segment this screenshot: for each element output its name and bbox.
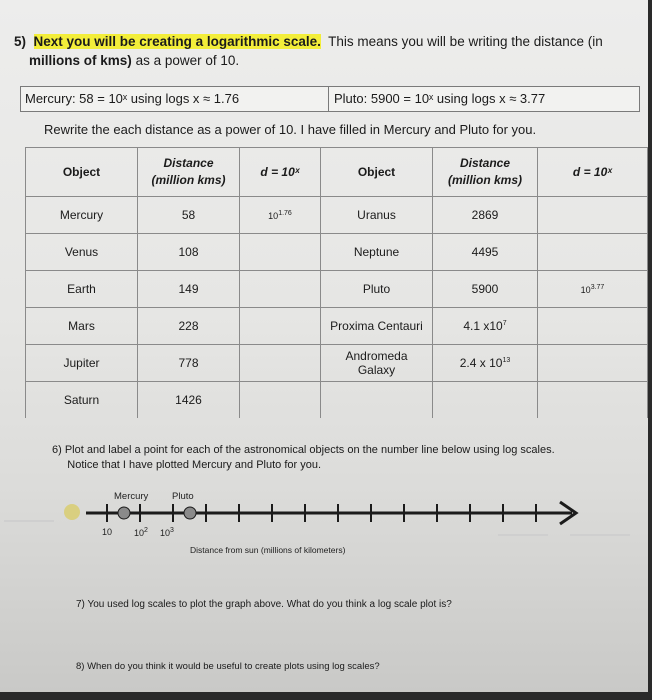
question-6 <box>52 443 612 473</box>
header-object-2: Object <box>321 148 433 197</box>
question-5-bold: millions of kms) <box>29 53 132 68</box>
cell-object: Mars <box>26 308 138 345</box>
cell-power-2[interactable] <box>538 197 648 234</box>
question-5 <box>14 32 614 70</box>
cell-object: Earth <box>26 271 138 308</box>
question-7: 7) You used log scales to plot the graph above. What do you think a log scale plot is? <box>76 599 452 610</box>
cell-power[interactable] <box>240 308 321 345</box>
question-5-number: 5) <box>14 34 27 49</box>
ghost-dash <box>570 534 630 536</box>
cell-distance-2: 4.1 $x10^7$ <box>433 308 538 345</box>
example-pluto: Pluto: 5900 = 10ˣ using logs x ≈ 3.77 <box>334 91 546 106</box>
cell-power[interactable] <box>240 271 321 308</box>
ghost-dash <box>4 520 54 522</box>
cell-object-2: Neptune <box>321 234 433 271</box>
cell-object-2: Uranus <box>321 197 433 234</box>
table-row <box>26 308 648 345</box>
point-mercury[interactable] <box>118 507 130 519</box>
table-row <box>26 271 648 308</box>
cell-distance-2: 2869 <box>433 197 538 234</box>
cell-distance-2 <box>433 382 538 419</box>
cell-distance: 778 <box>138 345 240 382</box>
cell-distance: 149 <box>138 271 240 308</box>
label-mercury: Mercury <box>114 491 149 502</box>
cell-object-2: Andromeda Galaxy <box>321 345 433 382</box>
question-6-line-1: 6) Plot and label a point for each of the astronomical objects on the number line below using log scales. <box>52 444 555 456</box>
header-distance: Distance (million kms) <box>138 148 240 197</box>
cell-distance-2: 4495 <box>433 234 538 271</box>
example-mercury: Mercury: 58 = 10ˣ using logs x ≈ 1.76 <box>25 91 240 106</box>
cell-power[interactable] <box>240 382 321 419</box>
cell-power-2 <box>538 382 648 419</box>
cell-power-2[interactable] <box>538 345 648 382</box>
question-5-text-2: as a power of 10. <box>135 53 240 68</box>
cell-distance: 1426 <box>138 382 240 419</box>
question-5-text: This means you will be writing the distance (in <box>328 34 603 49</box>
cell-distance: 58 <box>138 197 240 234</box>
cell-object: Saturn <box>26 382 138 419</box>
cell-distance-2: 2.4 x $10^{13}$ <box>433 345 538 382</box>
cell-power-2[interactable] <box>538 308 648 345</box>
cell-object: Jupiter <box>26 345 138 382</box>
cell-object-2: Pluto <box>321 271 433 308</box>
example-box <box>20 86 640 112</box>
point-pluto[interactable] <box>184 507 196 519</box>
cell-power-2: $10^{3.77}$ <box>538 271 648 308</box>
cell-object-2 <box>321 382 433 419</box>
table-row <box>26 197 648 234</box>
example-divider <box>328 87 329 111</box>
cell-object: Mercury <box>26 197 138 234</box>
cell-object-2: Proxima Centauri <box>321 308 433 345</box>
cell-power[interactable] <box>240 234 321 271</box>
cell-power: $10^{1.76}$ <box>240 197 321 234</box>
cell-power-2[interactable] <box>538 234 648 271</box>
cell-distance-2: 5900 <box>433 271 538 308</box>
table-row <box>26 234 648 271</box>
tick-label-10: 10 <box>102 527 113 537</box>
table-header <box>26 148 648 197</box>
question-6-line-2: Notice that I have plotted Mercury and Pluto for you. <box>67 459 322 471</box>
question-8: 8) When do you think it would be useful to create plots using log scales? <box>76 661 380 672</box>
ghost-dash <box>498 534 548 536</box>
axis-label: Distance from sun (millions of kilometers) <box>190 545 346 555</box>
header-distance-2: Distance (million kms) <box>433 148 538 197</box>
tick-label-10-2: $10^2$ <box>134 527 148 538</box>
question-5-highlight: Next you will be creating a logarithmic scale. <box>33 34 321 49</box>
header-d-power: d = 10ˣ <box>240 148 321 197</box>
sun-icon <box>64 504 80 520</box>
table-row <box>26 382 648 419</box>
cell-distance: 228 <box>138 308 240 345</box>
label-pluto: Pluto <box>172 491 194 502</box>
header-object: Object <box>26 148 138 197</box>
rewrite-instruction: Rewrite the each distance as a power of 10. I have filled in Mercury and Pluto for you. <box>44 122 537 137</box>
number-line <box>0 482 648 562</box>
distance-table <box>25 147 648 418</box>
header-d-power-2: d = 10ˣ <box>538 148 648 197</box>
cell-object: Venus <box>26 234 138 271</box>
cell-distance: 108 <box>138 234 240 271</box>
cell-power[interactable] <box>240 345 321 382</box>
tick-label-10-3: $10^3$ <box>160 527 174 538</box>
table-row <box>26 345 648 382</box>
